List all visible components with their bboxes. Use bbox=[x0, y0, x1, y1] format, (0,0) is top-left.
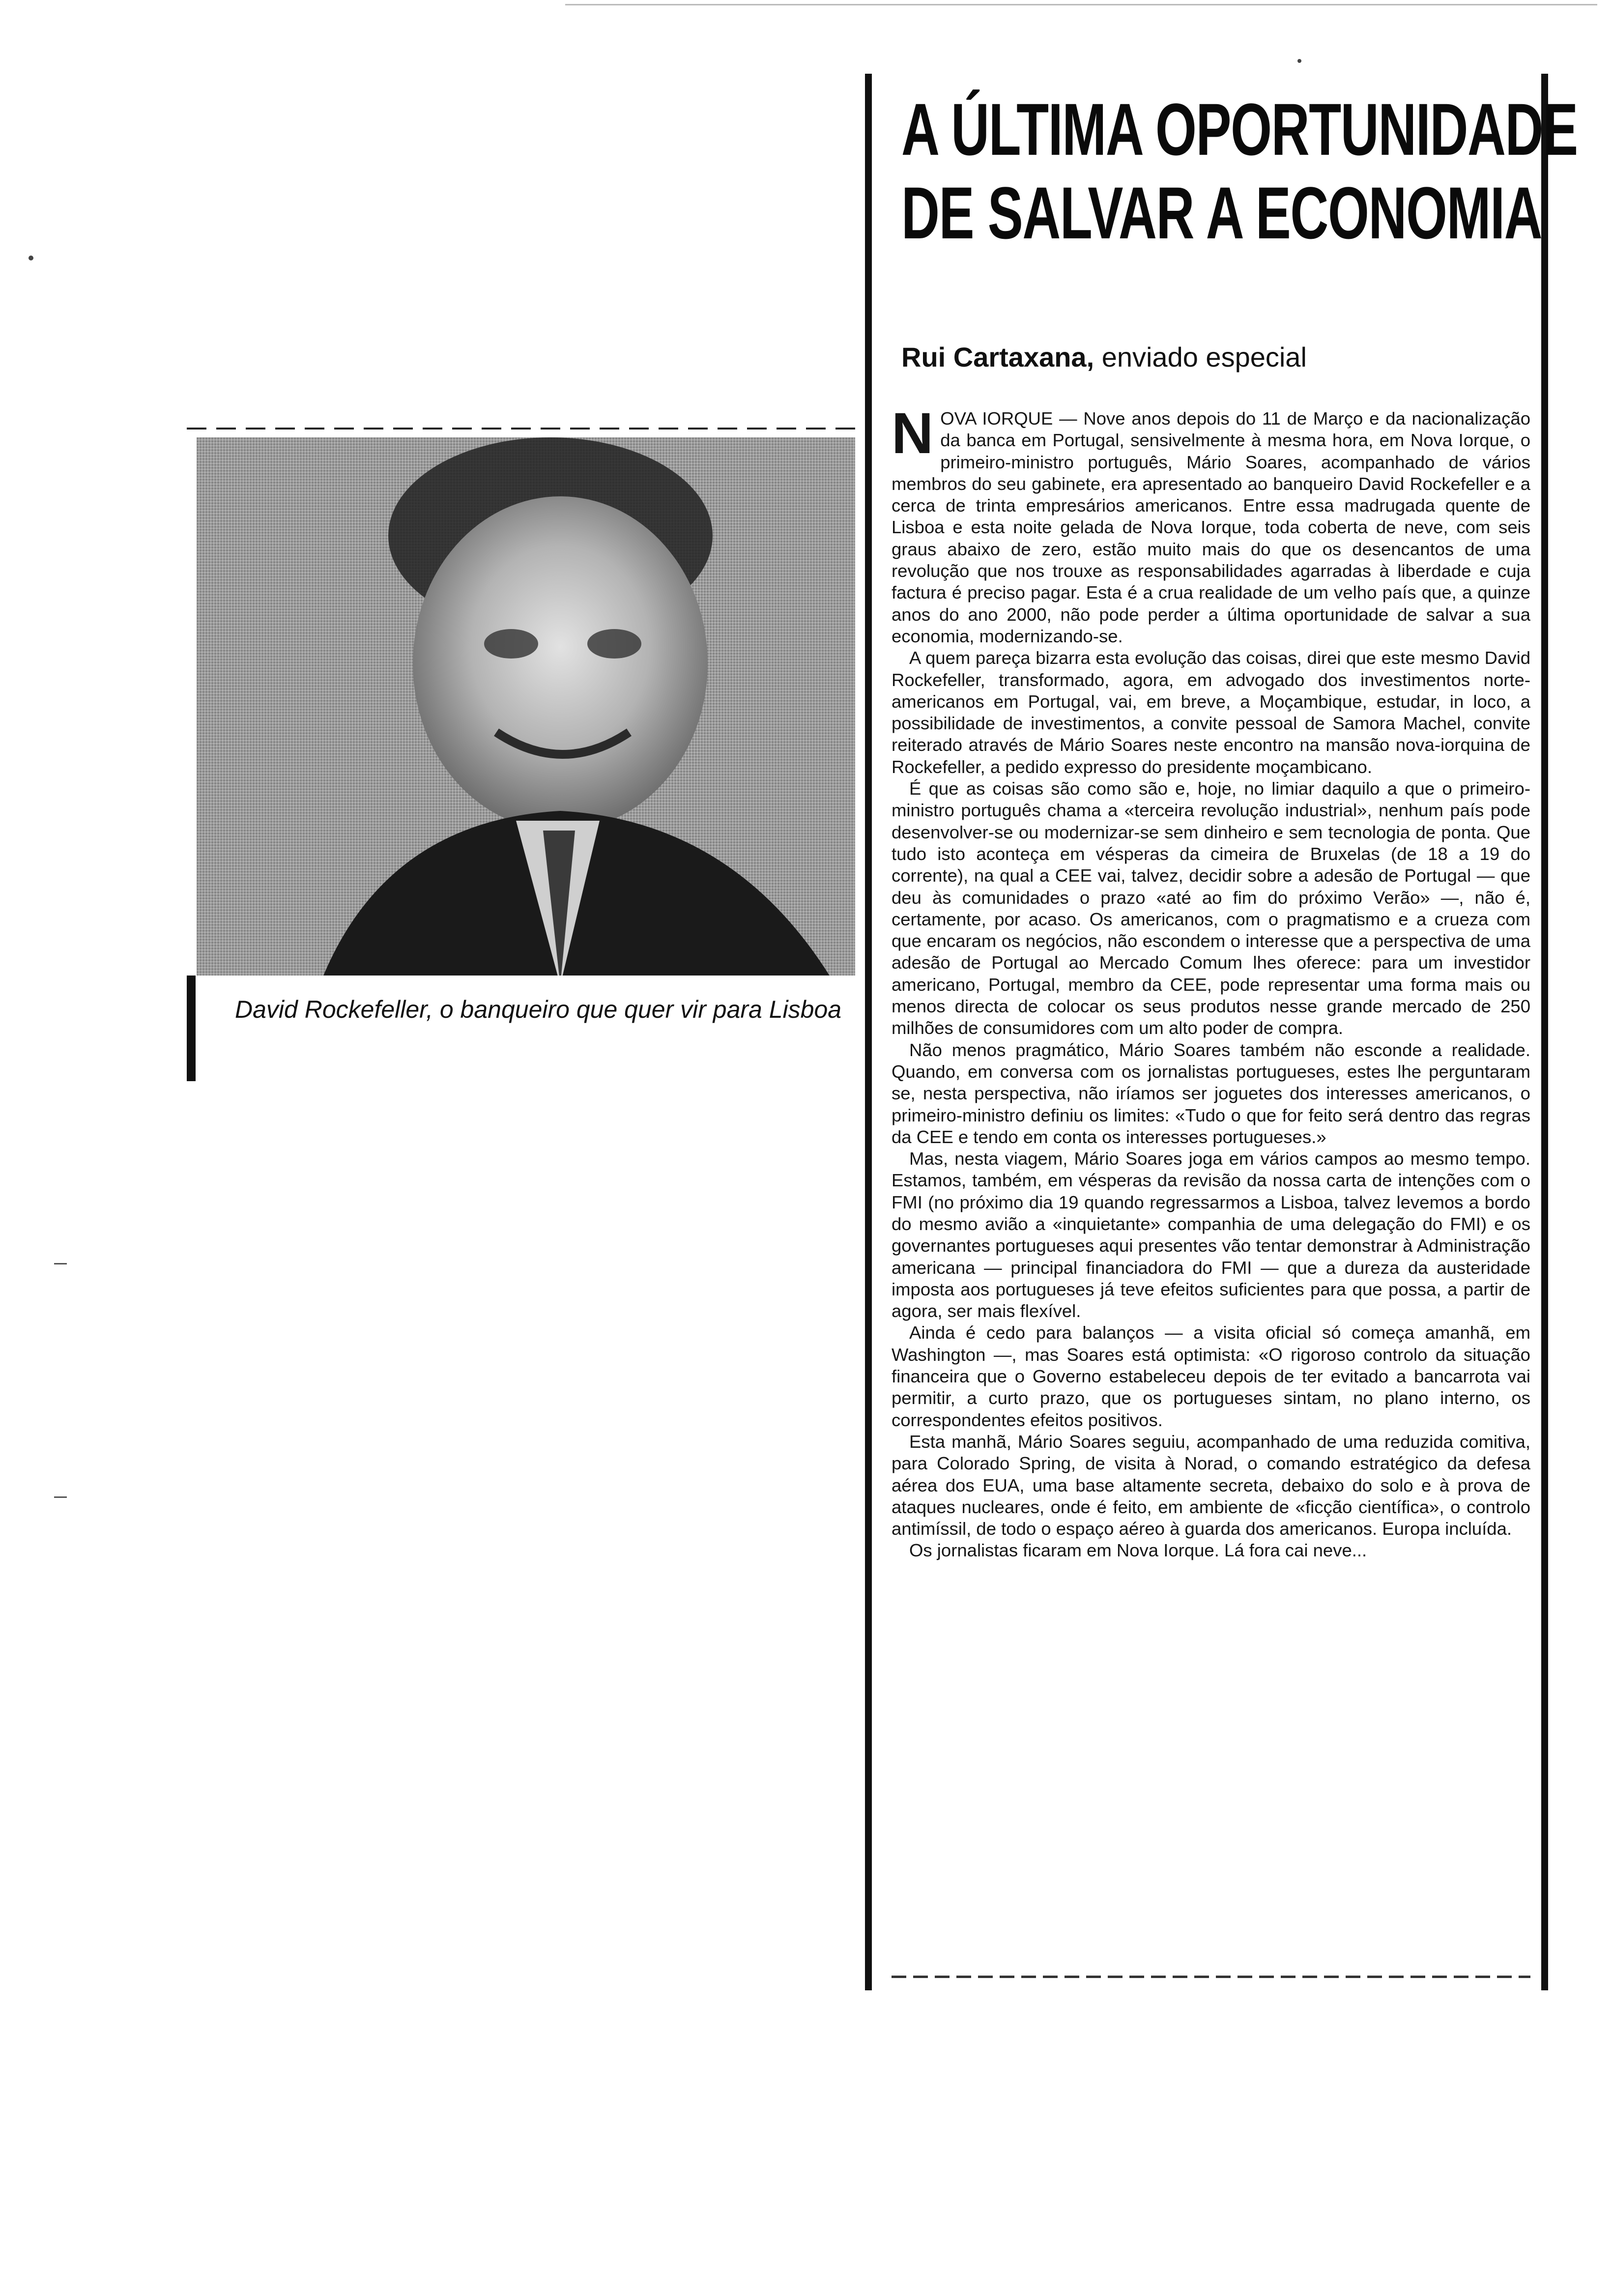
rockefeller-photo bbox=[197, 437, 855, 985]
article-paragraph: É que as coisas são como são e, hoje, no limiar daquilo a que o primeiro-ministro português chama a «terceira revolução industrial», nenhum país pode desenvolver-se ou modernizar-se sem dinheiro e sem tecnologia de ponta. Que tudo isto aconteça em vésperas da cimeira de Bruxelas (de 18 a 19 do corrente), na qual a CEE vai, talvez, decidir sobre a adesão de Portugal — que deu às comunidades o prazo «até ao fim do próximo Verão» —, não é, certamente, por acaso. Os americanos, com o pragmatismo e a crueza com que encaram os negócios, não escondem o interesse que a perspectiva de uma adesão de Portugal ao Mercado Comum lhes oferece: para um investidor americano, Portugal, membro da CEE, pode representar uma forma mais ou menos directa de colocar os seus produtos nesse grande mercado de 250 milhões de consumidores com um alto poder de compra. bbox=[892, 778, 1530, 1038]
article-headline bbox=[901, 87, 1578, 255]
article-paragraph: A quem pareça bizarra esta evolução das coisas, direi que este mesmo David Rockefeller, transformado, agora, em advogado dos investimentos norte-americanos em Portugal, vai, em breve, a Moçambique, estudar, in loco, a possibilidade de investimentos, a convite pessoal de Samora Machel, convite reiterado através de Mário Soares neste encontro na mansão nova-iorquina de Rockefeller, a pedido expresso do presidente moçambicano. bbox=[892, 648, 1530, 777]
article-paragraph: NOVA IORQUE — Nove anos depois do 11 de Março e da nacionalização da banca em Portugal, sensivelmente à mesma hora, em Nova Iorque, o primeiro-ministro português, Mário Soares, acompanhado de vários membros do seu gabinete, era apresentado ao banqueiro David Rockefeller e a cerca de trinta empresários americanos. Entre essa madrugada quente de Lisboa e esta noite gelada de Nova Iorque, toda coberta de neve, com seis graus abaixo de zero, estão muito mais do que os desencantos de uma revolução que nos trouxe as responsabilidades agarradas à liberdade e cuja factura é preciso pagar. Esta é a crua realidade de um velho país que, a quinze anos do ano 2000, não pode perder a última oportunidade de salvar a sua economia, modernizando-se. bbox=[892, 401, 1530, 646]
photo-caption: David Rockefeller, o banqueiro que quer vir para Lisboa bbox=[235, 996, 842, 1023]
article-paragraph: Mas, nesta viagem, Mário Soares joga em vários campos ao mesmo tempo. Estamos, também, em vésperas da revisão da nossa carta de intenções com o FMI (no próximo dia 19 quando regressarmos a Lisboa, talvez levemos a bordo do mesmo avião a «inquietante» companhia de uma delegação do FMI) e os governantes portugueses aqui presentes vão tentar demonstrar à Administração americana — principal financiadora do FMI — que a dureza da austeridade imposta aos portugueses já teve efeitos suficientes para que possa, a partir de agora, ser mais flexível. bbox=[892, 1148, 1530, 1321]
article-paragraph: Não menos pragmático, Mário Soares também não esconde a realidade. Quando, em conversa com os jornalistas portugueses, estes lhe perguntaram se, nesta perspectiva, não iríamos ser joguetes dos interesses americanos, o primeiro-ministro definiu os limites: «Tudo o que for feito será dentro das regras da CEE e tendo em conta os interesses portugueses.» bbox=[892, 1039, 1530, 1147]
photo-top-rule bbox=[187, 428, 865, 430]
scan-mark bbox=[54, 1263, 67, 1264]
headline-line-2: DE SALVAR A ECONOMIA bbox=[901, 172, 1542, 254]
byline-author: Rui Cartaxana, bbox=[901, 342, 1094, 373]
drop-cap: N bbox=[892, 401, 934, 466]
article-paragraph: Os jornalistas ficaram em Nova Iorque. Lá fora cai neve... bbox=[909, 1540, 1367, 1561]
article-paragraph: Esta manhã, Mário Soares seguiu, acompanhado de uma reduzida comitiva, para Colorado Spring, de visita à Norad, o comando estratégico da defesa aérea dos EUA, uma base altamente secreta, debaixo do solo e à prova de ataques nucleares, onde é feito, em ambiente de «ficção científica», o controlo antimíssil, de todo o espaço aéreo à guarda dos americanos. Europa incluída. bbox=[892, 1431, 1530, 1539]
scan-speck bbox=[29, 256, 33, 260]
article-paragraph: Ainda é cedo para balanços — a visita oficial só começa amanhã, em Washington —, mas Soares está optimista: «O rigoroso controlo da situação financeira que o Governo estabeleceu depois de ter evitado a bancarrota vai permitir, a curto prazo, que os portugueses sintam, no plano interno, os correspondentes efeitos positivos. bbox=[892, 1322, 1530, 1430]
article-byline bbox=[901, 342, 1307, 373]
scan-speck bbox=[1297, 59, 1301, 63]
photo-caption-bar bbox=[187, 976, 865, 1081]
headline-line-1: A ÚLTIMA OPORTUNIDADE bbox=[901, 88, 1578, 171]
article-body bbox=[892, 401, 1530, 1562]
byline-role: enviado especial bbox=[1101, 342, 1307, 373]
scan-mark bbox=[54, 1496, 67, 1498]
photo-halftone bbox=[197, 437, 855, 985]
article-bottom-rule bbox=[892, 1976, 1530, 1978]
news-article bbox=[865, 74, 1578, 1990]
scan-edge-line bbox=[565, 4, 1597, 5]
